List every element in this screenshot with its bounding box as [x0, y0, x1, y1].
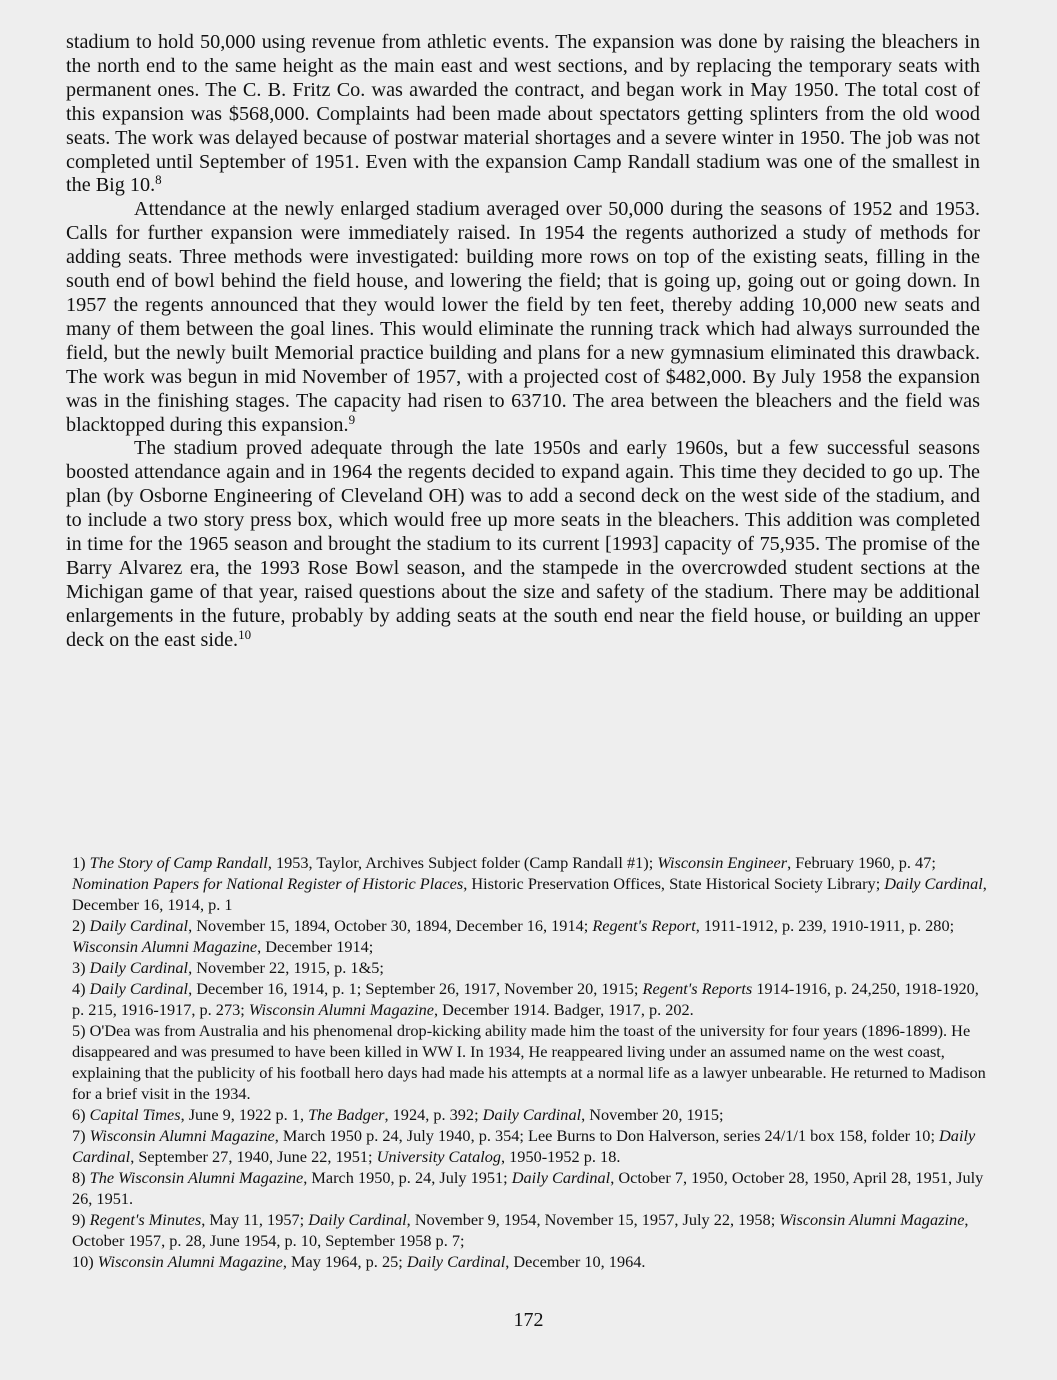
endnote-title: Daily Cardinal — [482, 1105, 582, 1124]
endnote-text: , December 16, 1914, p. 1 — [72, 874, 987, 914]
endnote-text: , February 1960, p. 47; — [787, 853, 936, 872]
endnote-text: , June 9, 1922 p. 1, — [180, 1105, 309, 1124]
endnote-title: Daily Cardinal — [89, 916, 189, 935]
endnote-text: , December 10, 1964. — [505, 1252, 646, 1271]
endnote-text: , November 9, 1954, November 15, 1957, July 22, 1958; — [406, 1210, 780, 1229]
endnote-text: , November 22, 1915, p. 1&5; — [188, 958, 384, 977]
endnote-text: , 1924, p. 392; — [384, 1105, 483, 1124]
endnote-title: Daily Cardinal — [511, 1168, 611, 1187]
endnote-text: , 1911-1912, p. 239, 1910-1911, p. 280; — [695, 916, 955, 935]
paragraph-text: Attendance at the newly enlarged stadium averaged over 50,000 during the seasons of 1952 and 1953. Calls for further expansion were immediately raised. In 1954 the regents authorized a study of methods for adding seats. Three methods were investigated: building more rows on top of the existing seats, filling in the south end of bowl behind the field house, and lowering the field; that is going up, going out or going down. In 1957 the regents announced that they would lower the field by ten feet, thereby adding 10,000 new seats and many of them between the goal lines. This would eliminate the running track which had always surrounded the field, but the newly built Memorial practice building and plans for a new gymnasium eliminated this drawback. The work was begun in mid November of 1957, with a projected cost of $482,000. By July 1958 the expansion was in the finishing stages. The capacity had risen to 63710. The area between the bleachers and the field was blacktopped during this expansion. — [66, 198, 980, 436]
endnote-title: Daily Cardinal — [72, 1126, 976, 1166]
endnote-title: Daily Cardinal — [89, 958, 189, 977]
endnote-title: The Badger — [308, 1105, 385, 1124]
endnote-title: Daily Cardinal — [89, 979, 189, 998]
endnote-title: The Wisconsin Alumni Magazine — [89, 1168, 304, 1187]
endnote — [72, 1104, 988, 1125]
endnote-title: The Story of Camp Randall — [89, 853, 268, 872]
endnote-title: Wisconsin Alumni Magazine — [97, 1252, 283, 1271]
endnote-text: , November 15, 1894, October 30, 1894, December 16, 1914; — [188, 916, 593, 935]
endnote-text: , December 1914; — [257, 937, 374, 956]
endnote-text: , 1953, Taylor, Archives Subject folder (Camp Randall #1); — [267, 853, 658, 872]
endnote-text: , December 1914. Badger, 1917, p. 202. — [433, 1000, 694, 1019]
endnote — [72, 852, 988, 915]
endnote-text: 5) O'Dea was from Australia and his phenomenal drop-kicking ability made him the toast of the university for four years (1896-1899). He disappeared and was presumed to have been killed in WW I. In 1934, He reappeared living under an assumed name on the west coast, explaining that the publicity of his football hero days had made his attempts at a normal life as a lawyer unbearable. He returned to Madison for a brief visit in the 1934. — [72, 1021, 986, 1103]
endnote-text: , November 20, 1915; — [581, 1105, 724, 1124]
endnote-title: Wisconsin Alumni Magazine — [248, 1000, 434, 1019]
endnote-title: Daily Cardinal — [884, 874, 983, 893]
endnote — [72, 1251, 988, 1272]
footnote-reference: 10 — [238, 626, 252, 642]
endnote-text: , May 1964, p. 25; — [282, 1252, 407, 1271]
endnote — [72, 957, 988, 978]
paragraph — [66, 437, 980, 652]
endnote-title: Wisconsin Alumni Magazine — [779, 1210, 965, 1229]
endnote-title: Wisconsin Alumni Magazine — [89, 1126, 275, 1145]
endnote-text: 2) — [72, 916, 90, 935]
endnote-title: Wisconsin Alumni Magazine — [72, 937, 258, 956]
endnote-text: , March 1950 p. 24, July 1940, p. 354; Lee Burns to Don Halverson, series 24/1/1 box 158, folder 10; — [274, 1126, 940, 1145]
endnote-title: University Catalog — [376, 1147, 502, 1166]
endnote-title: Regent's Reports — [642, 979, 753, 998]
endnote-title: Regent's Report — [592, 916, 696, 935]
endnote-text: , March 1950, p. 24, July 1951; — [303, 1168, 512, 1187]
endnote — [72, 1125, 988, 1167]
page-number: 172 — [513, 1309, 544, 1331]
endnote-title: Daily Cardinal — [406, 1252, 506, 1271]
endnote-text: 8) — [72, 1168, 90, 1187]
paragraph-text: The stadium proved adequate through the late 1950s and early 1960s, but a few successful seasons boosted attendance again and in 1964 the regents decided to expand again. This time they decided to go up. The plan (by Osborne Engineering of Cleveland OH) was to add a second deck on the west side of the stadium, and to include a two story press box, which would free up more seats in the bleachers. This addition was completed in time for the 1965 season and brought the stadium to its current [1993] capacity of 75,935. The promise of the Barry Alvarez era, the 1993 Rose Bowl season, and the stampede in the overcrowded student sections at the Michigan game of that year, raised questions about the size and safety of the stadium. There may be additional enlargements in the future, probably by adding seats at the south end near the field house, or building an upper deck on the east side. — [66, 437, 980, 651]
endnote-text: , September 27, 1940, June 22, 1951; — [130, 1147, 377, 1166]
endnote-text: , Historic Preservation Offices, State Historical Society Library; — [463, 874, 885, 893]
endnote-text: 7) — [72, 1126, 90, 1145]
endnote-text: 4) — [72, 979, 90, 998]
endnote — [72, 1209, 988, 1251]
paragraph — [66, 198, 980, 437]
endnote — [72, 1167, 988, 1209]
endnote-text: 3) — [72, 958, 90, 977]
endnotes — [72, 852, 988, 1272]
footnote-reference: 9 — [348, 411, 356, 427]
endnote-text: , October 1957, p. 28, June 1954, p. 10, September 1958 p. 7; — [72, 1210, 969, 1250]
endnote — [72, 1020, 988, 1104]
endnote-text: , December 16, 1914, p. 1; September 26, 1917, November 20, 1915; — [188, 979, 643, 998]
endnote-title: Nomination Papers for National Register of Historic Places — [72, 874, 464, 893]
endnote — [72, 915, 988, 957]
endnote-text: 1) — [72, 853, 90, 872]
body-text — [66, 31, 980, 653]
endnote-text: 9) — [72, 1210, 90, 1229]
endnote-text: 1914-1916, p. 24,250, 1918-1920, p. 215, 1916-1917, p. 273; — [72, 979, 979, 1019]
endnote-title: Wisconsin Engineer — [657, 853, 788, 872]
endnote-title: Regent's Minutes — [89, 1210, 202, 1229]
footnote-reference: 8 — [155, 172, 162, 188]
endnote-text: 6) — [72, 1105, 90, 1124]
endnote-text: , 1950-1952 p. 18. — [501, 1147, 621, 1166]
endnote-title: Capital Times — [89, 1105, 181, 1124]
endnote-title: Daily Cardinal — [308, 1210, 407, 1229]
endnote-text: , October 7, 1950, October 28, 1950, April 28, 1951, July 26, 1951. — [72, 1168, 984, 1208]
paragraph — [66, 31, 980, 198]
endnote-text: , May 11, 1957; — [201, 1210, 309, 1229]
endnote-text: 10) — [72, 1252, 98, 1271]
paragraph-text: stadium to hold 50,000 using revenue from athletic events. The expansion was done by raising the bleachers in the north end to the same height as the main east and west sections, and by replacing the temporary seats with permanent ones. The C. B. Fritz Co. was awarded the contract, and began work in May 1950. The total cost of this expansion was $568,000. Complaints had been made about spectators getting splinters from the old wood seats. The work was delayed because of postwar material shortages and a severe winter in 1950. The job was not completed until September of 1951. Even with the expansion Camp Randall stadium was one of the smallest in the Big 10. — [66, 31, 980, 197]
endnote — [72, 978, 988, 1020]
